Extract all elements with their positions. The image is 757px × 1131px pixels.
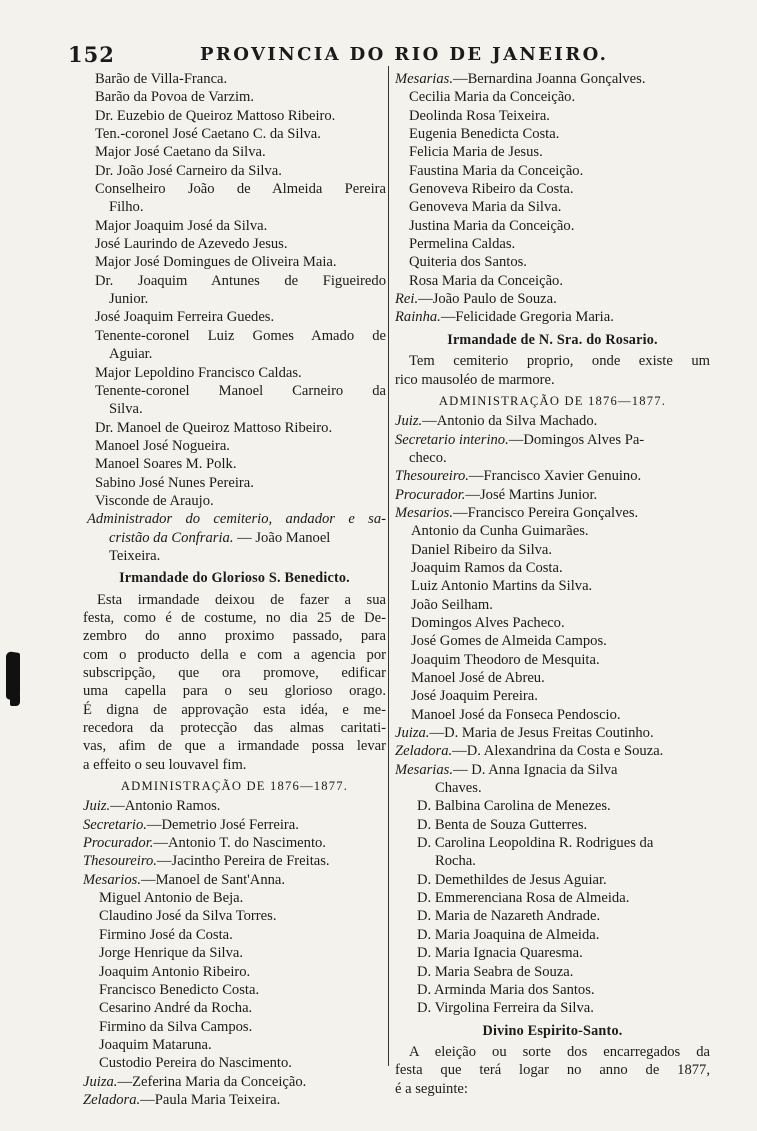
officer-role: Mesarias. bbox=[395, 761, 453, 778]
section-title-espirito-santo: Divino Espirito-Santo. bbox=[482, 1022, 623, 1039]
list-item: Joaquim Ramos da Costa. bbox=[411, 559, 563, 576]
list-item: Visconde de Araujo. bbox=[95, 492, 214, 509]
officer-row bbox=[395, 724, 710, 742]
paragraph-line: a effeito o seu louvavel fim. bbox=[83, 756, 247, 773]
ink-blot-small bbox=[10, 690, 20, 706]
officer-role: Thesoureiro. bbox=[83, 853, 157, 870]
officer-row bbox=[83, 1091, 386, 1109]
officer-row bbox=[395, 486, 710, 504]
list-item: D. Maria de Nazareth Andrade. bbox=[417, 908, 601, 925]
members-list bbox=[83, 70, 386, 510]
section-title-benedicto: Irmandade do Glorioso S. Benedicto. bbox=[119, 570, 350, 587]
officer-role: Rei. bbox=[395, 291, 419, 308]
list-item: Major Joaquim José da Silva. bbox=[95, 217, 268, 234]
paragraph-line: É digna de approvação esta idéa, e me- bbox=[83, 701, 386, 718]
right-column bbox=[395, 70, 710, 1098]
mesarias-list bbox=[395, 88, 710, 290]
list-item: Miguel Antonio de Beja. bbox=[99, 890, 244, 907]
administrador-entry bbox=[83, 529, 386, 547]
list-item: Deolinda Rosa Teixeira. bbox=[409, 107, 550, 124]
officer-row bbox=[83, 871, 386, 889]
list-item: D. Demethildes de Jesus Aguiar. bbox=[417, 871, 607, 888]
left-column bbox=[83, 70, 386, 1109]
officer-row bbox=[395, 467, 710, 485]
officer-row bbox=[83, 816, 386, 834]
list-item: Dr. João José Carneiro da Silva. bbox=[95, 162, 282, 179]
officer-name: —D. Alexandrina da Costa e Souza. bbox=[452, 743, 664, 760]
list-item: Barão da Povoa de Varzim. bbox=[95, 89, 254, 106]
officer-role: Procurador. bbox=[83, 835, 154, 852]
officer-row bbox=[395, 70, 710, 88]
list-item: Antonio da Cunha Guimarães. bbox=[411, 523, 589, 540]
list-item: Major José Caetano da Silva. bbox=[95, 144, 266, 161]
mesarias2-list bbox=[395, 797, 710, 1017]
officers bbox=[83, 797, 386, 889]
officer-name: — D. Anna Ignacia da Silva bbox=[452, 761, 618, 778]
officer-name: —Zeferina Maria da Conceição. bbox=[117, 1073, 307, 1090]
list-item: Manoel José da Fonseca Pendoscio. bbox=[411, 706, 621, 723]
list-item: D. Maria Seabra de Souza. bbox=[417, 963, 574, 980]
officer-row bbox=[83, 834, 386, 852]
officer-name: —Francisco Xavier Genuino. bbox=[468, 468, 642, 485]
officer-name: —Jacintho Pereira de Freitas. bbox=[156, 853, 330, 870]
officer-name: —João Paulo de Souza. bbox=[418, 291, 557, 308]
list-item: José Joaquim Pereira. bbox=[411, 688, 538, 705]
benedicto-paragraph bbox=[83, 591, 386, 774]
officer-name: —Felicidade Gregoria Maria. bbox=[440, 309, 614, 326]
list-item: Silva. bbox=[109, 401, 143, 418]
list-item: Daniel Ribeiro da Silva. bbox=[411, 541, 553, 558]
list-item: João Seilham. bbox=[411, 596, 493, 613]
list-item: Jorge Henrique da Silva. bbox=[99, 945, 244, 962]
officer-role: Mesarios. bbox=[83, 871, 141, 888]
list-item: Junior. bbox=[109, 291, 149, 308]
paragraph-line: rico mausoléo de marmore. bbox=[395, 371, 555, 388]
list-item: Sabino José Nunes Pereira. bbox=[95, 474, 254, 491]
list-item: Filho. bbox=[109, 199, 144, 216]
list-item: Eugenia Benedicta Costa. bbox=[409, 126, 560, 143]
section-title-rosario: Irmandade de N. Sra. do Rosario. bbox=[447, 331, 658, 348]
list-item: Ten.-coronel José Caetano C. da Silva. bbox=[95, 126, 321, 143]
list-item: Manoel José Nogueira. bbox=[95, 437, 230, 454]
list-item: Rosa Maria da Conceição. bbox=[409, 272, 563, 289]
officer-name: —Paula Maria Teixeira. bbox=[140, 1091, 281, 1108]
officer-role: Juiza. bbox=[83, 1073, 118, 1090]
list-item: Luiz Antonio Martins da Silva. bbox=[411, 578, 593, 595]
officer-name: —Bernardina Joanna Gonçalves. bbox=[452, 71, 646, 87]
list-item: Claudino José da Silva Torres. bbox=[99, 908, 277, 925]
officer-role: Rainha. bbox=[395, 309, 441, 326]
list-item: José Laurindo de Azevedo Jesus. bbox=[95, 236, 288, 253]
paragraph-line: Esta irmandade deixou de fazer a sua bbox=[97, 591, 386, 608]
running-head: PROVINCIA DO RIO DE JANEIRO. bbox=[200, 44, 609, 65]
paragraph-line: vas, afim de que a irmandade possa levar bbox=[83, 738, 386, 755]
list-item: Quiteria dos Santos. bbox=[409, 254, 527, 271]
officer-role: Secretario. bbox=[83, 816, 147, 833]
list-item: José Joaquim Ferreira Guedes. bbox=[95, 309, 275, 326]
list-item: Joaquim Antonio Ribeiro. bbox=[99, 963, 251, 980]
officer-role: Zeladora. bbox=[395, 743, 453, 760]
list-item: Genoveva Ribeiro da Costa. bbox=[409, 181, 574, 198]
paragraph-line: festa que terá logar no anno de 1877, bbox=[395, 1062, 710, 1079]
officer-name: —Manoel de Sant'Anna. bbox=[140, 871, 286, 888]
admin-heading: ADMINISTRAÇÃO DE 1876—1877. bbox=[438, 393, 667, 408]
list-item: Cecilia Maria da Conceição. bbox=[409, 89, 576, 106]
officer-role: Secretario interino. bbox=[395, 431, 509, 448]
rosario-paragraph bbox=[395, 352, 710, 389]
administrador-name-cont: Teixeira. bbox=[109, 547, 161, 564]
list-item: D. Maria Joaquina de Almeida. bbox=[417, 926, 600, 943]
list-item: Justina Maria da Conceição. bbox=[409, 217, 575, 234]
list-item: Firmino da Silva Campos. bbox=[99, 1018, 253, 1035]
paragraph-line: Tem cemiterio proprio, onde existe um bbox=[409, 353, 710, 370]
admin-heading: ADMINISTRAÇÃO DE 1876—1877. bbox=[120, 779, 349, 794]
list-item: Permelina Caldas. bbox=[409, 236, 516, 253]
officer-name: —José Martins Junior. bbox=[465, 486, 598, 503]
paragraph-line: A eleição ou sorte dos encarregados da bbox=[409, 1043, 710, 1060]
paragraph-line: subscripção, que ora promove, edificar bbox=[83, 665, 386, 681]
officer-row bbox=[395, 504, 710, 522]
officer-name: —Antonio T. do Nascimento. bbox=[153, 835, 326, 852]
officer-row bbox=[83, 852, 386, 870]
list-item: Firmino José da Costa. bbox=[99, 926, 233, 943]
officer-role: Mesarios. bbox=[395, 504, 453, 521]
list-item: Major Lepoldino Francisco Caldas. bbox=[95, 364, 302, 381]
officer-name: —Antonio Ramos. bbox=[110, 798, 221, 815]
list-item: Genoveva Maria da Silva. bbox=[409, 199, 562, 216]
paragraph-line: festa, como é de costume, no dia 25 de De- bbox=[83, 609, 386, 626]
list-item: Tenente-coronel Manoel Carneiro da bbox=[95, 382, 386, 399]
officer-name: —D. Maria de Jesus Freitas Coutinho. bbox=[429, 725, 654, 742]
list-item: Joaquim Theodoro de Mesquita. bbox=[411, 651, 600, 668]
mesarios-list bbox=[395, 522, 710, 724]
list-item: Dr. Euzebio de Queiroz Mattoso Ribeiro. bbox=[95, 107, 336, 124]
administrador-label-cont: cristão da Confraria. bbox=[109, 529, 234, 546]
officer-name: —Domingos Alves Pa- bbox=[508, 431, 645, 448]
list-item: D. Arminda Maria dos Santos. bbox=[417, 981, 595, 998]
list-item: D. Emmerenciana Rosa de Almeida. bbox=[417, 890, 630, 907]
list-item: Francisco Benedicto Costa. bbox=[99, 981, 260, 998]
officer-name: —Antonio da Silva Machado. bbox=[422, 413, 598, 430]
officer-row bbox=[395, 308, 710, 326]
paragraph-line: zembro do anno proximo passado, para bbox=[83, 628, 386, 645]
administrador-label: Administrador do cemiterio, andador e sa- bbox=[87, 511, 386, 528]
officer-role: Procurador. bbox=[395, 486, 466, 503]
list-item: D. Maria Ignacia Quaresma. bbox=[417, 945, 583, 962]
mesarios-list bbox=[83, 889, 386, 1072]
list-item: Conselheiro João de Almeida Pereira bbox=[95, 181, 386, 198]
list-item: José Gomes de Almeida Campos. bbox=[411, 633, 607, 650]
officer-row bbox=[395, 742, 710, 760]
list-item: Rocha. bbox=[435, 853, 476, 870]
list-item: Faustina Maria da Conceição. bbox=[409, 162, 584, 179]
officer-role: Juiz. bbox=[83, 798, 111, 815]
officer-row bbox=[395, 412, 710, 430]
list-item: D. Benta de Souza Gutterres. bbox=[417, 816, 588, 833]
list-item: Manoel José de Abreu. bbox=[411, 670, 545, 686]
officer-row bbox=[83, 797, 386, 815]
list-item: Custodio Pereira do Nascimento. bbox=[99, 1055, 292, 1072]
list-item: Cesarino André da Rocha. bbox=[99, 1000, 253, 1017]
list-item: Joaquim Mataruna. bbox=[99, 1036, 212, 1053]
officer-role: Juiza. bbox=[395, 725, 430, 742]
paragraph-line: recedora da protecção das almas caritati- bbox=[83, 720, 386, 737]
officer-name-cont: Chaves. bbox=[435, 780, 482, 797]
list-item: D. Carolina Leopoldina R. Rodrigues da bbox=[417, 835, 654, 852]
paragraph-line: é a seguinte: bbox=[395, 1080, 468, 1097]
list-item: Barão de Villa-Franca. bbox=[95, 71, 228, 87]
officer-name: —Demetrio José Ferreira. bbox=[146, 816, 299, 833]
administrador-name: — João Manoel bbox=[237, 529, 331, 546]
officer-name-cont: checo. bbox=[409, 449, 447, 466]
officer-role: Juiz. bbox=[395, 413, 423, 430]
officer-row bbox=[395, 290, 710, 308]
officer-row bbox=[395, 761, 710, 779]
paragraph-line: uma capella para o seu glorioso orago. bbox=[83, 683, 386, 700]
officer-row bbox=[395, 431, 710, 449]
column-divider bbox=[388, 66, 389, 1066]
officer-role: Thesoureiro. bbox=[395, 468, 469, 485]
officer-row bbox=[83, 1073, 386, 1091]
list-item: D. Virgolina Ferreira da Silva. bbox=[417, 1000, 594, 1017]
list-item: Tenente-coronel Luiz Gomes Amado de bbox=[95, 327, 386, 344]
list-item: Domingos Alves Pacheco. bbox=[411, 614, 565, 631]
page-number: 152 bbox=[68, 42, 115, 67]
officer-role: Mesarias. bbox=[395, 71, 453, 87]
officer-name: —Francisco Pereira Gonçalves. bbox=[452, 504, 639, 521]
list-item: Aguiar. bbox=[109, 346, 153, 363]
list-item: Manoel Soares M. Polk. bbox=[95, 456, 237, 473]
officer-role: Zeladora. bbox=[83, 1091, 141, 1108]
list-item: Dr. Joaquim Antunes de Figueiredo bbox=[95, 272, 386, 289]
list-item: Dr. Manoel de Queiroz Mattoso Ribeiro. bbox=[95, 419, 333, 436]
list-item: D. Balbina Carolina de Menezes. bbox=[417, 798, 611, 815]
list-item: Felicia Maria de Jesus. bbox=[409, 144, 543, 161]
espirito-santo-paragraph bbox=[395, 1043, 710, 1098]
paragraph-line: com o producto della e com a agencia por bbox=[83, 646, 386, 663]
list-item: Major José Domingues de Oliveira Maia. bbox=[95, 254, 337, 271]
